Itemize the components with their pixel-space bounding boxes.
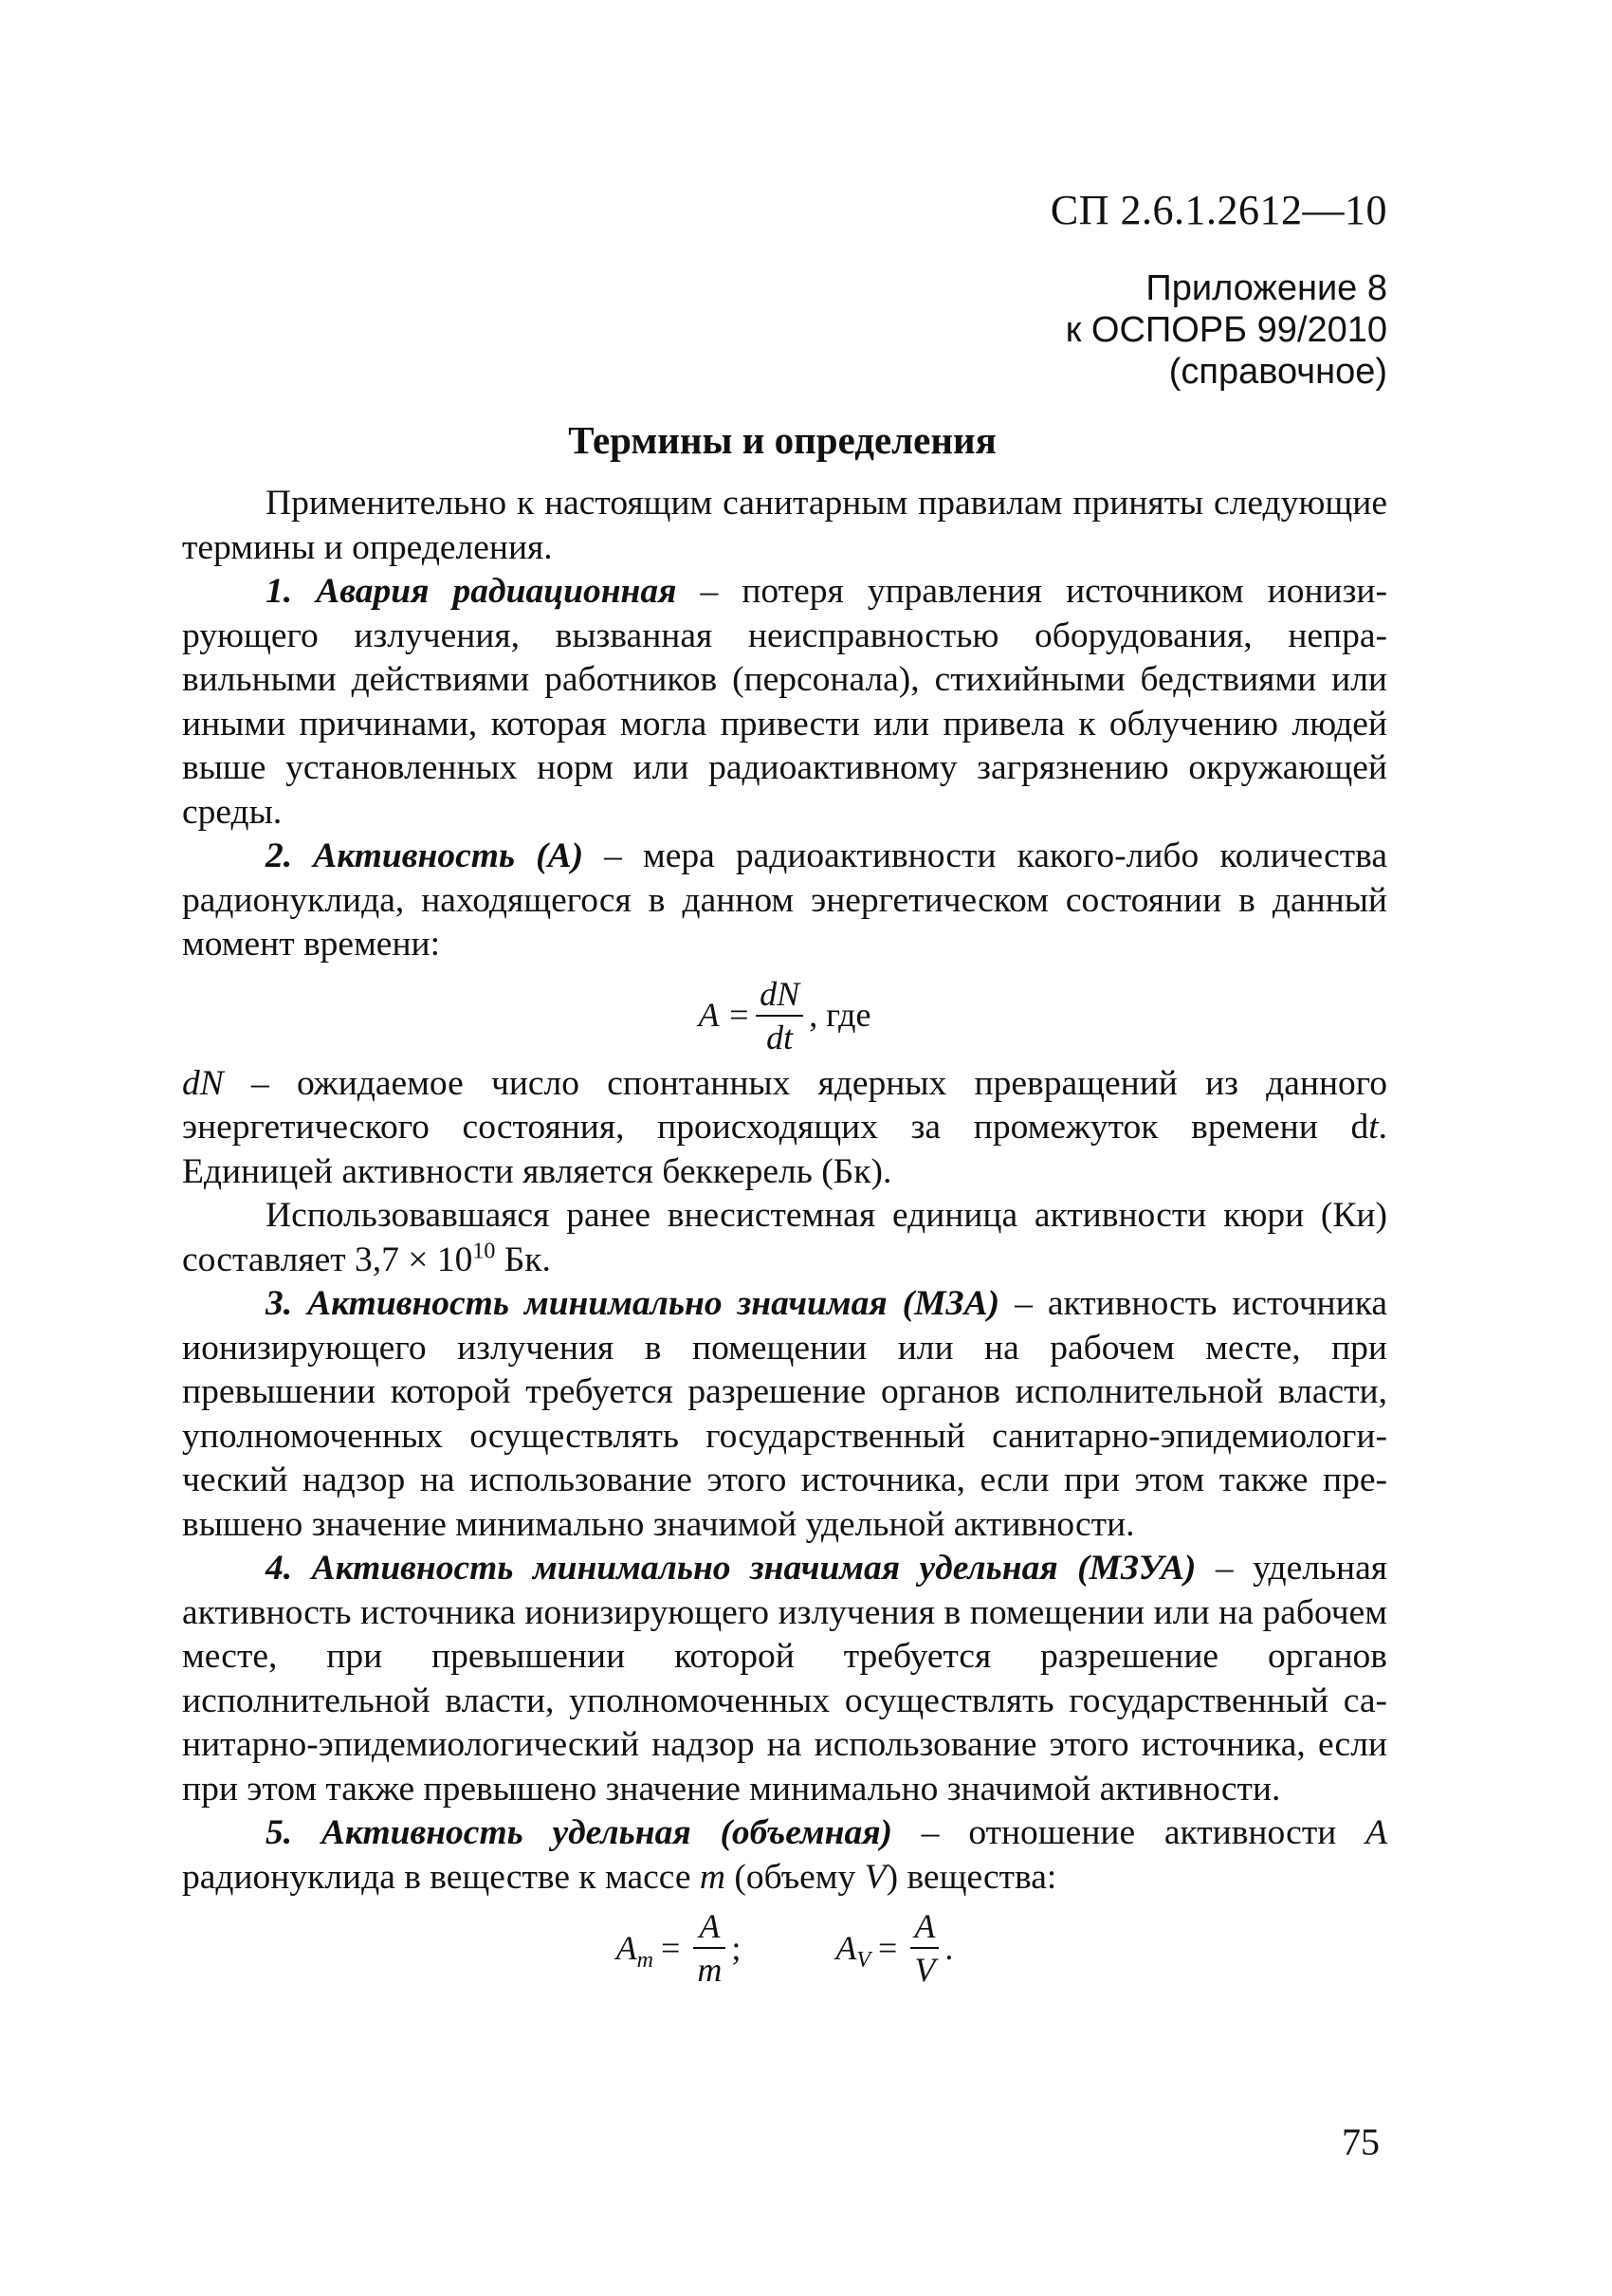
fraction-numerator: A (699, 1907, 721, 1945)
fraction-numerator: A (914, 1907, 936, 1945)
term-number: 5. (266, 1813, 293, 1852)
term-definition: – мера радиоактивности какого-либо количества радионуклида, находящегося в данном энергетическом состоянии в данный момент времени: (182, 836, 1388, 964)
curie-text: Использовавшаяся ранее внесистемная единица активности кюри (Ки) составляет 3,7 × 10 (182, 1196, 1387, 1279)
term-number: 1. (266, 572, 293, 611)
appendix-line: Приложение 8 (1145, 268, 1387, 308)
document-body (182, 482, 1387, 1994)
intro-paragraph: Применительно к настоящим санитарным правилам приняты следующие термины и определения. (182, 484, 1387, 567)
formula-separator: ; (731, 1928, 742, 1967)
term-definition: – удельная активность источника ионизирующего излучения в помещении или на рабочем месте, при превышении которой требуется разрешение органов исполнительной власти, уполномоченных осуществлять государственный санитарно-эпидемиологический надзор на использование этого источника, если при этом также превышено значение минимально значимой активности. (182, 1549, 1388, 1809)
formula-suffix: , где (809, 996, 871, 1035)
term-item-3 (182, 1282, 1387, 1547)
term-number: 4. (266, 1549, 293, 1588)
fraction-denominator: V (914, 1951, 936, 1989)
equals-sign: = (661, 1928, 681, 1967)
term-definition: – отношение активности (892, 1813, 1366, 1852)
page-number: 75 (1342, 2121, 1380, 2163)
formula-fraction-volume (910, 1905, 939, 1991)
lhs-base: A (615, 1928, 637, 1967)
dn-definition (182, 1062, 1387, 1195)
dn-text: – ожидаемое число спонтанных ядерных превращений из данного энергетического состояния, происходящих за промежуток времени d (182, 1063, 1387, 1147)
lhs-subscript: m (636, 1947, 654, 1973)
appendix-label (1066, 267, 1387, 393)
curie-exponent: 10 (472, 1239, 496, 1263)
term-definition: радионуклида в веществе к массе (182, 1857, 700, 1897)
dt-variable: t (1368, 1108, 1379, 1147)
term-item-2 (182, 835, 1387, 967)
term-name: Активность минимально значимая (МЗА) (307, 1284, 1000, 1323)
variable-m: m (699, 1857, 725, 1897)
term-item-1 (182, 570, 1387, 835)
appendix-line: к ОСПОРБ 99/2010 (1065, 310, 1387, 350)
activity-formula (182, 973, 1387, 1058)
fraction-numerator: dN (760, 974, 800, 1013)
fraction-denominator: m (697, 1951, 723, 1989)
fraction-denominator: dt (766, 1018, 794, 1056)
formula-fraction-mass (693, 1905, 725, 1991)
term-name: Активность минимально значимая удельная (МЗУА) (311, 1549, 1197, 1588)
variable-v: V (864, 1857, 887, 1897)
term-name: Активность (А) (313, 836, 584, 875)
term-item-4 (182, 1547, 1387, 1811)
document-code: СП 2.6.1.2612—10 (1050, 187, 1387, 233)
curie-unit: Бк. (495, 1240, 551, 1279)
appendix-line: (справочное) (1168, 352, 1387, 392)
equals-sign: = (878, 1928, 898, 1967)
term-number: 2. (266, 836, 293, 875)
curie-note (182, 1194, 1387, 1282)
term-definition: – потеря управления источником ионизирующего излучения, вызванная неисправностью оборудования, неправильными действиями работников (персонала), стихийными бедствиями или иными причинами, которая могла привести или привела к облучению людей выше установленных норм или радиоактивному загрязнению окружающей среды. (182, 572, 1388, 832)
term-definition: – активность источника ионизирующего излучения в помещении или на рабочем месте, при превышении которой требуется разрешение органов исполнительной власти, уполномоченных осуществлять государственный санитарно-эпидемиологический надзор на использование этого источника, если при этом также превышено значение минимально значимой удельной активности. (182, 1284, 1387, 1544)
formula-fraction (756, 973, 803, 1058)
lhs-base: A (835, 1928, 857, 1967)
section-title: Термины и определения (568, 418, 997, 462)
term-item-5 (182, 1811, 1387, 1900)
term-definition: ) вещества: (886, 1857, 1057, 1897)
dn-variable: dN (182, 1063, 224, 1103)
formula-lhs-volume (835, 1926, 870, 1971)
term-number: 3. (266, 1284, 293, 1323)
term-name: Авария радиационная (316, 572, 677, 611)
variable-a: А (1365, 1813, 1387, 1852)
dn-text-end: . Единицей активности является беккерель (Бк). (182, 1108, 1387, 1191)
term-name: Активность удельная (объемная) (321, 1813, 892, 1852)
specific-activity-formula (182, 1905, 1387, 1991)
formula-lhs-mass (616, 1926, 653, 1971)
formula-lhs: A = (698, 996, 751, 1035)
term-definition: (объему (725, 1857, 865, 1897)
lhs-subscript: V (856, 1947, 871, 1973)
formula-end: . (944, 1928, 954, 1967)
